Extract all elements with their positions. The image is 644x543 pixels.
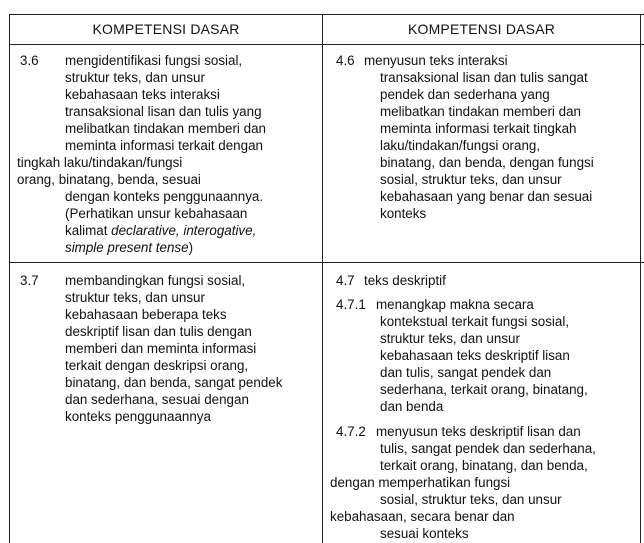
kd-text-line: orang, binatang, benda, sesuai	[17, 172, 201, 187]
kd-text-italic: declarative, interogative,	[111, 223, 257, 238]
header-left: KOMPETENSI DASAR	[92, 21, 240, 37]
kd-text-line: sosial, struktur teks, dan unsur	[380, 172, 562, 187]
kd-text-line: tingkah laku/tindakan/fungsi	[17, 155, 183, 170]
column-divider	[322, 14, 323, 543]
kd-text-line: menyusun teks deskriptif lisan dan	[376, 424, 581, 439]
kd-text-line: pendek dan sederhana yang	[380, 87, 550, 102]
kd-text-line: binatang, dan benda, sangat pendek	[65, 375, 283, 390]
kd-text-line: binatang, dan benda, dengan fungsi	[380, 155, 594, 170]
kd-text-line: konteks penggunaannya	[65, 409, 211, 424]
kd-text-line: terkait orang, binatang, dan benda,	[380, 458, 588, 473]
table-border-left	[9, 14, 10, 543]
table-border-right	[640, 14, 641, 543]
kd-text-line: (Perhatikan unsur kebahasaan	[65, 206, 248, 221]
kd-text-line: kebahasaan teks deskriptif lisan	[380, 348, 570, 363]
kd-text-line: deskriptif lisan dan tulis dengan	[65, 324, 252, 339]
kd-text-line: melibatkan tindakan memberi dan	[65, 121, 266, 136]
kd-text-line: meminta informasi terkait tingkah	[380, 121, 577, 136]
kd-text-line: kebahasaan yang benar dan sesuai	[380, 189, 593, 204]
kd-text-line: kontekstual terkait fungsi sosial,	[380, 314, 570, 329]
kd-text-line: terkait dengan deskripsi orang,	[65, 358, 249, 373]
kd-text-line: kebahasaan beberapa teks	[65, 307, 227, 322]
kd-text-line: dan benda	[380, 399, 444, 414]
kd-text-line: menangkap makna secara	[376, 297, 534, 312]
kd-text-plain: kalimat	[65, 223, 112, 238]
kd-text-line: memberi dan meminta informasi	[65, 341, 257, 356]
kd-text-line: meminta informasi terkait dengan	[65, 138, 263, 153]
kd-title: teks deskriptif	[364, 273, 446, 288]
kd-number: 4.6	[336, 53, 355, 68]
kd-text-line: dan tulis, sangat pendek dan	[380, 365, 552, 380]
kd-text-line	[65, 223, 256, 240]
kd-text-line: dan sederhana, sesuai dengan	[65, 392, 249, 407]
kd-text-line: dengan memperhatikan fungsi	[330, 475, 511, 490]
kd-text-line: menyusun teks interaksi	[364, 53, 508, 68]
row-divider	[9, 262, 644, 263]
kd-text-line: transaksional lisan dan tulis yang	[65, 104, 262, 119]
kd-text-line: sederhana, terkait orang, binatang,	[380, 382, 588, 397]
kd-text-line: laku/tindakan/fungsi orang,	[380, 138, 541, 153]
kd-number: 3.7	[20, 273, 39, 288]
kd-text-line: membandingkan fungsi sosial,	[65, 273, 246, 288]
kd-text-line: transaksional lisan dan tulis sangat	[380, 70, 588, 85]
kd-text-line: mengidentifikasi fungsi sosial,	[65, 53, 243, 68]
kd-sub-number: 4.7.2	[336, 424, 366, 439]
kd-text-plain: )	[188, 240, 194, 255]
kd-text-italic: simple present tense	[65, 240, 189, 255]
kd-text-line: melibatkan tindakan memberi dan	[380, 104, 581, 119]
header-right: KOMPETENSI DASAR	[407, 21, 556, 37]
kd-text-line: struktur teks, dan unsur	[65, 290, 205, 305]
kd-number: 3.6	[20, 53, 39, 68]
kd-number: 4.7	[336, 273, 355, 288]
kd-text-line: kebahasaan teks interaksi	[65, 87, 220, 102]
kd-text-line: tulis, sangat pendek dan sederhana,	[380, 441, 596, 456]
kd-text-line: kebahasaan, secara benar dan	[330, 509, 515, 524]
kd-text-line: konteks	[380, 206, 427, 221]
kd-sub-number: 4.7.1	[336, 297, 366, 312]
kd-text-line: struktur teks, dan unsur	[380, 331, 520, 346]
header-divider	[9, 44, 644, 45]
kd-text-line: struktur teks, dan unsur	[65, 70, 205, 85]
kd-text-line: dengan konteks penggunaannya.	[65, 189, 264, 204]
kd-text-line	[65, 240, 193, 257]
kd-text-line: sesuai konteks	[380, 526, 469, 541]
kd-text-line: sosial, struktur teks, dan unsur	[380, 492, 562, 507]
